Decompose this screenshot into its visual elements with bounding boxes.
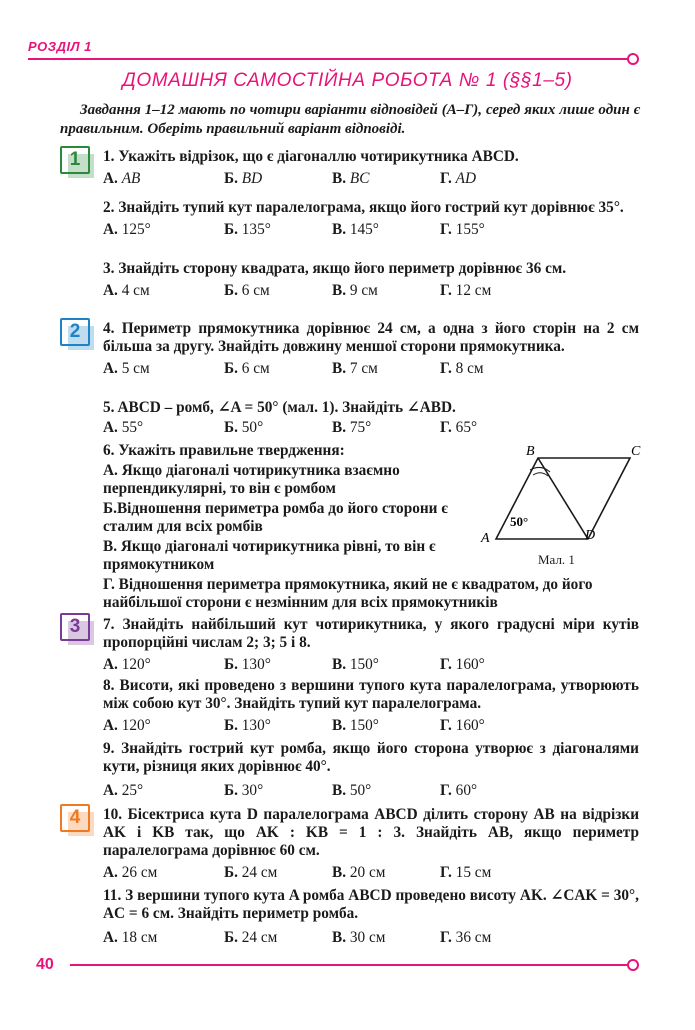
answer-a: А. 18 см	[103, 929, 158, 946]
page-number: 40	[36, 956, 54, 973]
answer-b: Б. 24 см	[224, 864, 278, 881]
page-title: ДОМАШНЯ САМОСТІЙНА РОБОТА № 1 (§§1–5)	[122, 70, 573, 91]
question-text: Укажіть відрізок, що є діагоналлю чотирикутника ABCD.	[118, 148, 519, 165]
question-text: Знайдіть тупий кут паралелограма, якщо його гострий кут дорівнює 35°.	[118, 199, 624, 216]
question-1: 1. Укажіть відрізок, що є діагоналлю чотирикутника ABCD. А. AB Б. BD В. BC Г. AD	[103, 148, 639, 190]
figure-caption: Мал. 1	[538, 552, 575, 567]
answer-a: А. 125°	[103, 221, 151, 238]
level-2-badge: 2	[60, 318, 90, 346]
answer-b: Б. 130°	[224, 717, 271, 734]
question-5: 5. ABCD – ромб, ∠A = 50° (мал. 1). Знайдіть ∠ABD. А. 55° Б. 50° В. 75° Г. 65°	[103, 399, 639, 439]
answer-c: В. 20 см	[332, 864, 386, 881]
question-text: Бісектриса кута D паралелограма ABCD ділить сторону AB на відрізки AK і KB так, що AK : KB = 1 : 3. Знайдіть AB, якщо периметр паралелограма дорівнює 60 см.	[103, 806, 640, 859]
answer-d: Г. 60°	[440, 782, 478, 799]
answer-b: Б. 24 см	[224, 929, 278, 946]
question-11: 11. З вершини тупого кута A ромба ABCD проведено висоту AK. ∠CAK = 30°, AC = 6 см. Знайдіть периметр ромба. А. 18 см Б. 24 см В. 30 см Г. 36 см	[103, 887, 639, 949]
answer-a: А. 25°	[103, 782, 144, 799]
footer-rule	[70, 964, 628, 966]
answer-d: Г. 160°	[440, 656, 485, 673]
level-1-badge: 1	[60, 146, 90, 174]
header-rule	[28, 58, 628, 60]
vertex-d: D	[585, 528, 596, 543]
option-a: А. Якщо діагоналі чотирикутника взаємно перпендикулярні, то він є ромбом	[103, 462, 400, 497]
question-text: Висоти, які проведено з вершини тупого кута паралелограма, утворюють між собою кут 30°. Знайдіть тупий кут паралелограма.	[103, 677, 639, 712]
answer-c: В. 9 см	[332, 282, 378, 299]
question-2: 2. Знайдіть тупий кут паралелограма, якщо його гострий кут дорівнює 35°. А. 125° Б. 135° В. 145° Г. 155°	[103, 199, 639, 241]
answer-row	[103, 656, 639, 676]
question-text: Знайдіть найбільший кут чотирикутника, у якого градусні міри кутів пропорційні числам 2; 3; 5 і 8.	[103, 616, 640, 651]
answer-d: Г. 12 см	[440, 282, 492, 299]
question-7: 7. Знайдіть найбільший кут чотирикутника, у якого градусні міри кутів пропорційні числам 2; 3; 5 і 8. А. 120° Б. 130° В. 150° Г. 160°	[103, 616, 639, 676]
answer-d: Г. 8 см	[440, 360, 484, 377]
answer-c: В. 50°	[332, 782, 372, 799]
answer-b: Б. 50°	[224, 419, 264, 436]
answer-row	[103, 170, 639, 190]
header-rule-dot	[627, 53, 639, 65]
vertex-b: B	[526, 444, 535, 459]
answer-c: В. 150°	[332, 656, 379, 673]
diagonal-bd	[538, 458, 588, 539]
question-text: Знайдіть гострий кут ромба, якщо його сторона утворює з діагоналями кути, різниця яких дорівнює 40°.	[103, 740, 639, 775]
answer-b: Б. 130°	[224, 656, 271, 673]
question-9: 9. Знайдіть гострий кут ромба, якщо його сторона утворює з діагоналями кути, різниця яких дорівнює 40°. А. 25° Б. 30° В. 50° Г. 60°	[103, 740, 639, 802]
answer-c: В. 30 см	[332, 929, 386, 946]
question-8: 8. Висоти, які проведено з вершини тупого кута паралелограма, утворюють між собою кут 30°. Знайдіть тупий кут паралелограма. А. 120° Б. 130° В. 150° Г. 160°	[103, 677, 639, 737]
answer-row	[103, 360, 639, 380]
option-c: В. Якщо діагоналі чотирикутника рівні, то він є прямокутником	[103, 538, 436, 573]
answer-row	[103, 864, 639, 884]
answer-a: А. 55°	[103, 419, 144, 436]
answer-a: А. 5 см	[103, 360, 150, 377]
instructions: Завдання 1–12 мають по чотири варіанти відповідей (А–Г), серед яких лише один є правильним. Оберіть правильний варіант відповіді.	[60, 102, 640, 137]
answer-d: Г. 15 см	[440, 864, 492, 881]
answer-d: Г. 36 см	[440, 929, 492, 946]
question-3: 3. Знайдіть сторону квадрата, якщо його периметр дорівнює 36 см. А. 4 см Б. 6 см В. 9 см Г. 12 см	[103, 260, 639, 302]
question-4: 4. Периметр прямокутника дорівнює 24 см, а одна з його сторін на 2 см більша за другу. Знайдіть довжину меншої сторони прямокутника. А. 5 см Б. 6 см В. 7 см Г. 8 см	[103, 320, 639, 380]
section-label: РОЗДІЛ 1	[28, 39, 92, 54]
answer-a: А. 26 см	[103, 864, 158, 881]
answer-a: А. 120°	[103, 656, 151, 673]
option-b: Б.Відношення периметра ромба до його сторони є сталим для всіх ромбів	[103, 500, 448, 535]
answer-c: В. BC	[332, 170, 370, 187]
answer-b: Б. 6 см	[224, 360, 270, 377]
answer-row	[103, 282, 639, 302]
answer-b: Б. BD	[224, 170, 263, 187]
answer-c: В. 150°	[332, 717, 379, 734]
question-text: З вершини тупого кута A ромба ABCD проведено висоту AK. ∠CAK = 30°, AC = 6 см. Знайдіть периметр ромба.	[103, 887, 639, 922]
answer-c: В. 7 см	[332, 360, 378, 377]
question-text: Периметр прямокутника дорівнює 24 см, а одна з його сторін на 2 см більша за другу. Знайдіть довжину меншої сторони прямокутника.	[103, 320, 639, 355]
question-text: ABCD – ромб, ∠A = 50° (мал. 1). Знайдіть ∠ABD.	[117, 399, 456, 416]
question-text: Укажіть правильне твердження:	[118, 442, 345, 459]
vertex-a: A	[481, 531, 490, 546]
answer-row	[103, 782, 639, 802]
answer-row	[103, 221, 639, 241]
footer-rule-dot	[627, 959, 639, 971]
answer-d: Г. AD	[440, 170, 477, 187]
answer-d: Г. 65°	[440, 419, 478, 436]
level-4-badge: 4	[60, 804, 90, 832]
answer-b: Б. 30°	[224, 782, 264, 799]
answer-a: А. 4 см	[103, 282, 150, 299]
level-3-badge: 3	[60, 613, 90, 641]
vertex-c: C	[631, 444, 641, 459]
answer-c: В. 145°	[332, 221, 379, 238]
question-6: 6. Укажіть правильне твердження: А. Якщо діагоналі чотирикутника взаємно перпендикулярні, то він є ромбом Б.Відношення периметра ромба до його сторони є сталим для всіх ромбів В. Якщо діагоналі чотирикутника рівні, то він є прямокутником	[103, 442, 465, 574]
answer-b: Б. 6 см	[224, 282, 270, 299]
question-10: 10. Бісектриса кута D паралелограма ABCD ділить сторону AB на відрізки AK і KB так, що AK : KB = 1 : 3. Знайдіть AB, якщо периметр паралелограма дорівнює 60 см. А. 26 см Б. 24 см В. 20 см Г. 15 см	[103, 806, 639, 884]
answer-a: А. 120°	[103, 717, 151, 734]
answer-row	[103, 419, 639, 439]
angle-label: 50°	[510, 514, 529, 529]
answer-d: Г. 160°	[440, 717, 485, 734]
answer-d: Г. 155°	[440, 221, 485, 238]
angle-arc-inner	[533, 473, 548, 476]
answer-row	[103, 717, 639, 737]
answer-b: Б. 135°	[224, 221, 271, 238]
question-text: Знайдіть сторону квадрата, якщо його периметр дорівнює 36 см.	[118, 260, 567, 277]
answer-a: А. AB	[103, 170, 141, 187]
option-d: Г. Відношення периметра прямокутника, який не є квадратом, до його найбільшої сторони є незмінним для всіх прямокутників	[103, 576, 593, 611]
answer-c: В. 75°	[332, 419, 372, 436]
rhombus-figure	[478, 442, 648, 547]
answer-row	[103, 929, 639, 949]
